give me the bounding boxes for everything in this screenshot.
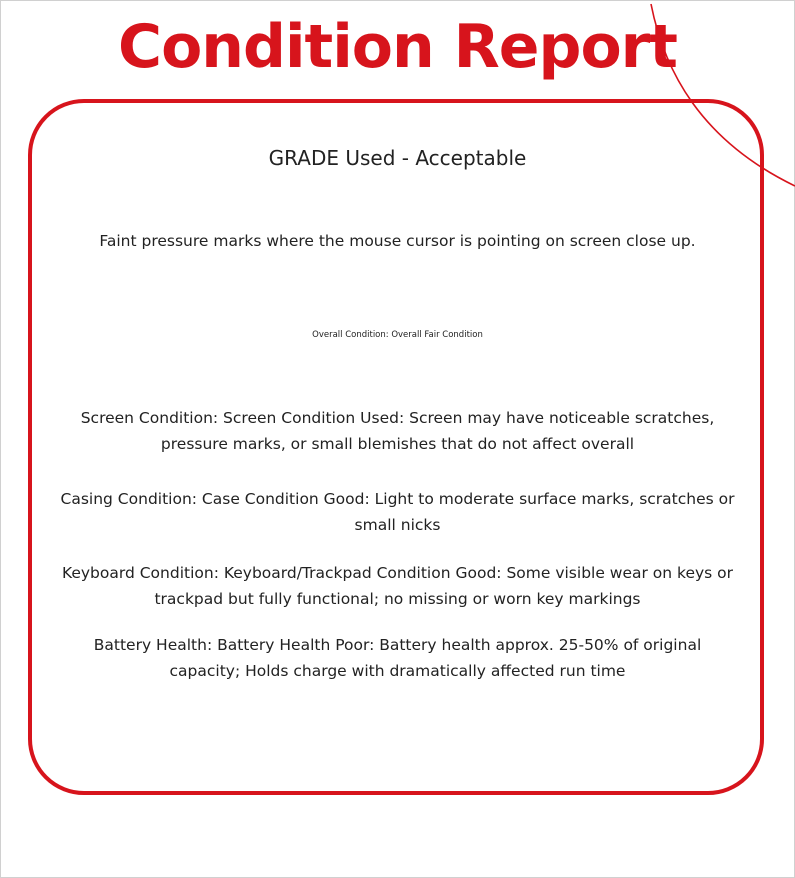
battery-health: Battery Health: Battery Health Poor: Battery health approx. 25-50% of original capacity; Holds charge with dramatically affected run time (93, 636, 702, 680)
casing-condition: Casing Condition: Case Condition Good: Light to moderate surface marks, scratches or small nicks (60, 490, 735, 534)
keyboard-condition: Keyboard Condition: Keyboard/Trackpad Condition Good: Some visible wear on keys or trackpad but fully functional; no missing or worn key markings (61, 564, 734, 608)
grade-label: GRADE Used - Acceptable (268, 146, 527, 170)
overall-condition: Overall Condition: Overall Fair Condition (312, 330, 483, 340)
condition-note: Faint pressure marks where the mouse cursor is pointing on screen close up. (99, 232, 696, 250)
screen-condition: Screen Condition: Screen Condition Used: Screen may have noticeable scratches, pressure marks, or small blemishes that do not affect overall (80, 409, 715, 453)
page-title: Condition Report (118, 12, 677, 82)
